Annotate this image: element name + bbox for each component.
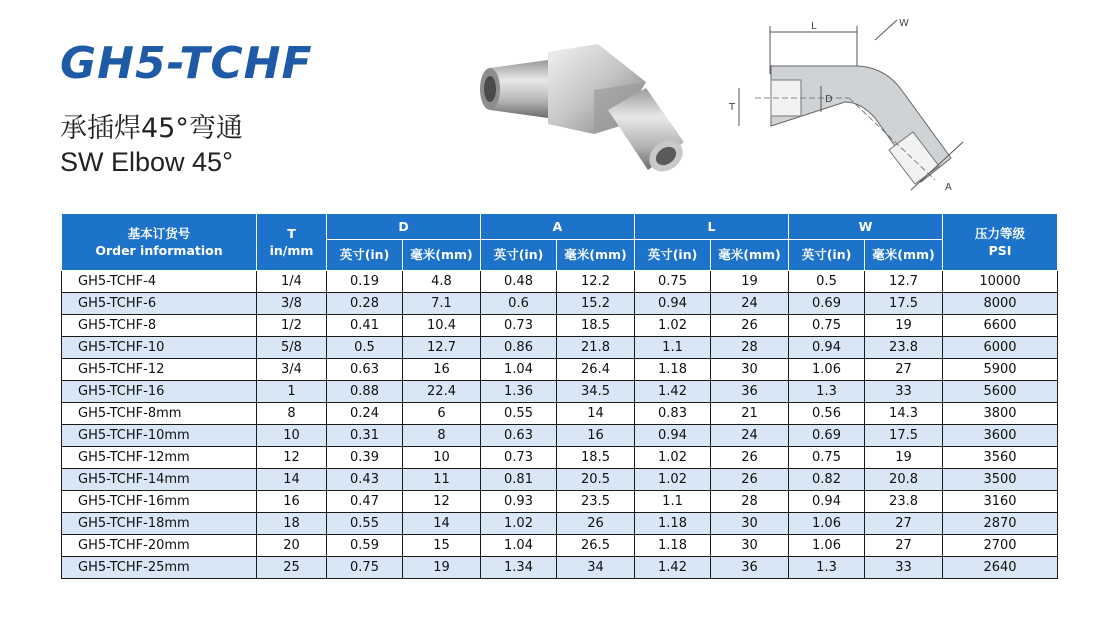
cell-d-mm: 8 xyxy=(403,425,481,447)
cell-pressure-psi: 3560 xyxy=(943,447,1058,469)
col-header-psi-cn: 压力等级 xyxy=(975,226,1026,241)
cell-w-mm: 12.7 xyxy=(865,271,943,293)
cell-w-in: 1.06 xyxy=(789,359,865,381)
cell-l-mm: 36 xyxy=(711,381,789,403)
subheader-a-in: 英寸(in) xyxy=(481,240,557,271)
cell-d-mm: 10.4 xyxy=(403,315,481,337)
cell-l-mm: 19 xyxy=(711,271,789,293)
cell-l-mm: 21 xyxy=(711,403,789,425)
cell-a-in: 0.73 xyxy=(481,447,557,469)
cell-a-mm: 23.5 xyxy=(557,491,635,513)
cell-l-in: 1.18 xyxy=(635,513,711,535)
cell-a-mm: 20.5 xyxy=(557,469,635,491)
cell-d-in: 0.59 xyxy=(327,535,403,557)
cell-d-mm: 12 xyxy=(403,491,481,513)
cell-a-in: 0.93 xyxy=(481,491,557,513)
cell-d-mm: 11 xyxy=(403,469,481,491)
dim-label-a: A xyxy=(945,182,952,193)
col-header-psi xyxy=(943,214,1058,271)
cell-t-size: 8 xyxy=(257,403,327,425)
cell-l-mm: 28 xyxy=(711,337,789,359)
cell-t-size: 1/4 xyxy=(257,271,327,293)
cell-order-number: GH5-TCHF-12mm xyxy=(62,447,257,469)
cell-pressure-psi: 3800 xyxy=(943,403,1058,425)
table-row xyxy=(62,315,1058,337)
cell-l-in: 0.75 xyxy=(635,271,711,293)
cell-w-in: 0.75 xyxy=(789,315,865,337)
cell-a-in: 0.48 xyxy=(481,271,557,293)
cell-order-number: GH5-TCHF-25mm xyxy=(62,557,257,579)
cell-a-mm: 18.5 xyxy=(557,447,635,469)
cell-pressure-psi: 5600 xyxy=(943,381,1058,403)
cell-a-mm: 16 xyxy=(557,425,635,447)
cell-a-in: 1.34 xyxy=(481,557,557,579)
cell-l-in: 1.18 xyxy=(635,359,711,381)
subheader-l-in: 英寸(in) xyxy=(635,240,711,271)
cell-l-mm: 24 xyxy=(711,293,789,315)
cell-a-in: 0.55 xyxy=(481,403,557,425)
cell-w-in: 1.06 xyxy=(789,513,865,535)
cell-a-mm: 12.2 xyxy=(557,271,635,293)
col-header-t xyxy=(257,214,327,271)
cell-d-in: 0.19 xyxy=(327,271,403,293)
cell-pressure-psi: 2700 xyxy=(943,535,1058,557)
cell-d-in: 0.31 xyxy=(327,425,403,447)
table-row xyxy=(62,293,1058,315)
cell-l-in: 1.1 xyxy=(635,337,711,359)
cell-pressure-psi: 6600 xyxy=(943,315,1058,337)
cell-d-in: 0.88 xyxy=(327,381,403,403)
cell-a-in: 0.86 xyxy=(481,337,557,359)
cell-d-mm: 14 xyxy=(403,513,481,535)
cell-l-mm: 26 xyxy=(711,315,789,337)
table-row xyxy=(62,403,1058,425)
cell-d-mm: 6 xyxy=(403,403,481,425)
cell-t-size: 1 xyxy=(257,381,327,403)
cell-t-size: 10 xyxy=(257,425,327,447)
cell-order-number: GH5-TCHF-10 xyxy=(62,337,257,359)
cell-d-in: 0.43 xyxy=(327,469,403,491)
cell-d-mm: 12.7 xyxy=(403,337,481,359)
cell-a-mm: 14 xyxy=(557,403,635,425)
cell-a-in: 0.73 xyxy=(481,315,557,337)
cell-a-mm: 21.8 xyxy=(557,337,635,359)
table-row xyxy=(62,557,1058,579)
cell-w-mm: 33 xyxy=(865,381,943,403)
cell-order-number: GH5-TCHF-8mm xyxy=(62,403,257,425)
col-header-d: D xyxy=(327,214,481,240)
table-row xyxy=(62,381,1058,403)
cell-l-in: 0.94 xyxy=(635,293,711,315)
cell-w-in: 1.06 xyxy=(789,535,865,557)
col-header-order xyxy=(62,214,257,271)
cell-l-mm: 30 xyxy=(711,535,789,557)
dim-label-t: T xyxy=(729,102,736,113)
cell-w-in: 0.94 xyxy=(789,337,865,359)
cell-w-in: 0.94 xyxy=(789,491,865,513)
col-header-order-en: Order information xyxy=(95,243,223,258)
cell-pressure-psi: 10000 xyxy=(943,271,1058,293)
cell-a-in: 1.02 xyxy=(481,513,557,535)
cell-a-in: 1.04 xyxy=(481,359,557,381)
cell-d-in: 0.41 xyxy=(327,315,403,337)
cell-w-in: 1.3 xyxy=(789,557,865,579)
cell-w-in: 1.3 xyxy=(789,381,865,403)
cell-w-mm: 27 xyxy=(865,513,943,535)
cell-w-mm: 19 xyxy=(865,447,943,469)
cell-l-mm: 26 xyxy=(711,469,789,491)
cell-order-number: GH5-TCHF-10mm xyxy=(62,425,257,447)
cell-w-in: 0.75 xyxy=(789,447,865,469)
cell-t-size: 5/8 xyxy=(257,337,327,359)
cell-t-size: 3/4 xyxy=(257,359,327,381)
cell-l-in: 1.42 xyxy=(635,381,711,403)
cell-w-in: 0.82 xyxy=(789,469,865,491)
table-row xyxy=(62,513,1058,535)
table-row xyxy=(62,469,1058,491)
dim-label-w: W xyxy=(899,18,909,29)
cell-d-in: 0.55 xyxy=(327,513,403,535)
col-header-l: L xyxy=(635,214,789,240)
cell-order-number: GH5-TCHF-12 xyxy=(62,359,257,381)
cell-d-mm: 15 xyxy=(403,535,481,557)
cell-w-mm: 17.5 xyxy=(865,293,943,315)
cell-pressure-psi: 8000 xyxy=(943,293,1058,315)
technical-drawing xyxy=(725,18,975,213)
cell-t-size: 1/2 xyxy=(257,315,327,337)
col-header-t-unit: in/mm xyxy=(269,243,314,258)
cell-a-in: 1.36 xyxy=(481,381,557,403)
cell-t-size: 3/8 xyxy=(257,293,327,315)
cell-a-mm: 26.4 xyxy=(557,359,635,381)
col-header-a: A xyxy=(481,214,635,240)
cell-w-in: 0.5 xyxy=(789,271,865,293)
cell-w-mm: 14.3 xyxy=(865,403,943,425)
cell-d-in: 0.39 xyxy=(327,447,403,469)
cell-pressure-psi: 5900 xyxy=(943,359,1058,381)
cell-pressure-psi: 3500 xyxy=(943,469,1058,491)
cell-t-size: 18 xyxy=(257,513,327,535)
table-row xyxy=(62,491,1058,513)
cell-l-in: 1.42 xyxy=(635,557,711,579)
cell-l-in: 1.02 xyxy=(635,315,711,337)
cell-l-in: 1.18 xyxy=(635,535,711,557)
cell-d-in: 0.24 xyxy=(327,403,403,425)
cell-a-mm: 15.2 xyxy=(557,293,635,315)
cell-a-in: 0.63 xyxy=(481,425,557,447)
cell-l-mm: 36 xyxy=(711,557,789,579)
cell-w-in: 0.56 xyxy=(789,403,865,425)
cell-w-in: 0.69 xyxy=(789,293,865,315)
cell-order-number: GH5-TCHF-4 xyxy=(62,271,257,293)
cell-pressure-psi: 3600 xyxy=(943,425,1058,447)
cell-order-number: GH5-TCHF-20mm xyxy=(62,535,257,557)
cell-d-mm: 7.1 xyxy=(403,293,481,315)
cell-t-size: 14 xyxy=(257,469,327,491)
cell-d-mm: 16 xyxy=(403,359,481,381)
cell-a-mm: 34 xyxy=(557,557,635,579)
cell-l-mm: 24 xyxy=(711,425,789,447)
cell-order-number: GH5-TCHF-8 xyxy=(62,315,257,337)
cell-d-mm: 10 xyxy=(403,447,481,469)
col-header-t-label: T xyxy=(287,226,296,241)
cell-pressure-psi: 2870 xyxy=(943,513,1058,535)
cell-w-in: 0.69 xyxy=(789,425,865,447)
cell-a-in: 0.81 xyxy=(481,469,557,491)
cell-a-mm: 18.5 xyxy=(557,315,635,337)
cell-l-in: 1.02 xyxy=(635,447,711,469)
table-row xyxy=(62,425,1058,447)
cell-t-size: 16 xyxy=(257,491,327,513)
cell-l-mm: 30 xyxy=(711,513,789,535)
cell-a-in: 1.04 xyxy=(481,535,557,557)
dim-label-d: D xyxy=(825,94,833,105)
fitting-photo xyxy=(470,30,710,200)
table-row xyxy=(62,447,1058,469)
dim-label-l: L xyxy=(811,21,817,32)
cell-w-mm: 33 xyxy=(865,557,943,579)
cell-pressure-psi: 2640 xyxy=(943,557,1058,579)
cell-t-size: 12 xyxy=(257,447,327,469)
cell-l-mm: 28 xyxy=(711,491,789,513)
col-header-order-cn: 基本订货号 xyxy=(127,226,191,241)
cell-order-number: GH5-TCHF-6 xyxy=(62,293,257,315)
cell-d-in: 0.47 xyxy=(327,491,403,513)
cell-d-in: 0.63 xyxy=(327,359,403,381)
subheader-d-mm: 毫米(mm) xyxy=(403,240,481,271)
table-row xyxy=(62,271,1058,293)
product-model-title: GH5-TCHF xyxy=(60,38,313,89)
col-header-psi-en: PSI xyxy=(988,243,1012,258)
cell-l-mm: 26 xyxy=(711,447,789,469)
cell-l-in: 1.02 xyxy=(635,469,711,491)
cell-w-mm: 19 xyxy=(865,315,943,337)
cell-w-mm: 27 xyxy=(865,359,943,381)
cell-l-in: 1.1 xyxy=(635,491,711,513)
cell-a-in: 0.6 xyxy=(481,293,557,315)
cell-l-in: 0.83 xyxy=(635,403,711,425)
cell-w-mm: 17.5 xyxy=(865,425,943,447)
cell-d-in: 0.75 xyxy=(327,557,403,579)
cell-pressure-psi: 3160 xyxy=(943,491,1058,513)
product-name-english: SW Elbow 45° xyxy=(60,147,233,177)
cell-order-number: GH5-TCHF-18mm xyxy=(62,513,257,535)
cell-w-mm: 20.8 xyxy=(865,469,943,491)
spec-table xyxy=(61,213,1058,579)
subheader-a-mm: 毫米(mm) xyxy=(557,240,635,271)
cell-pressure-psi: 6000 xyxy=(943,337,1058,359)
cell-d-mm: 22.4 xyxy=(403,381,481,403)
cell-l-mm: 30 xyxy=(711,359,789,381)
cell-a-mm: 34.5 xyxy=(557,381,635,403)
cell-w-mm: 23.8 xyxy=(865,337,943,359)
cell-d-in: 0.28 xyxy=(327,293,403,315)
cell-w-mm: 23.8 xyxy=(865,491,943,513)
cell-order-number: GH5-TCHF-16 xyxy=(62,381,257,403)
table-row xyxy=(62,337,1058,359)
cell-order-number: GH5-TCHF-14mm xyxy=(62,469,257,491)
cell-t-size: 25 xyxy=(257,557,327,579)
cell-d-in: 0.5 xyxy=(327,337,403,359)
subheader-l-mm: 毫米(mm) xyxy=(711,240,789,271)
col-header-w: W xyxy=(789,214,943,240)
cell-order-number: GH5-TCHF-16mm xyxy=(62,491,257,513)
cell-l-in: 0.94 xyxy=(635,425,711,447)
subheader-w-mm: 毫米(mm) xyxy=(865,240,943,271)
cell-t-size: 20 xyxy=(257,535,327,557)
cell-w-mm: 27 xyxy=(865,535,943,557)
cell-d-mm: 4.8 xyxy=(403,271,481,293)
subheader-w-in: 英寸(in) xyxy=(789,240,865,271)
cell-a-mm: 26 xyxy=(557,513,635,535)
cell-a-mm: 26.5 xyxy=(557,535,635,557)
table-row xyxy=(62,535,1058,557)
product-name-chinese: 承插焊45°弯通 xyxy=(60,113,243,144)
cell-d-mm: 19 xyxy=(403,557,481,579)
subheader-d-in: 英寸(in) xyxy=(327,240,403,271)
table-row xyxy=(62,359,1058,381)
